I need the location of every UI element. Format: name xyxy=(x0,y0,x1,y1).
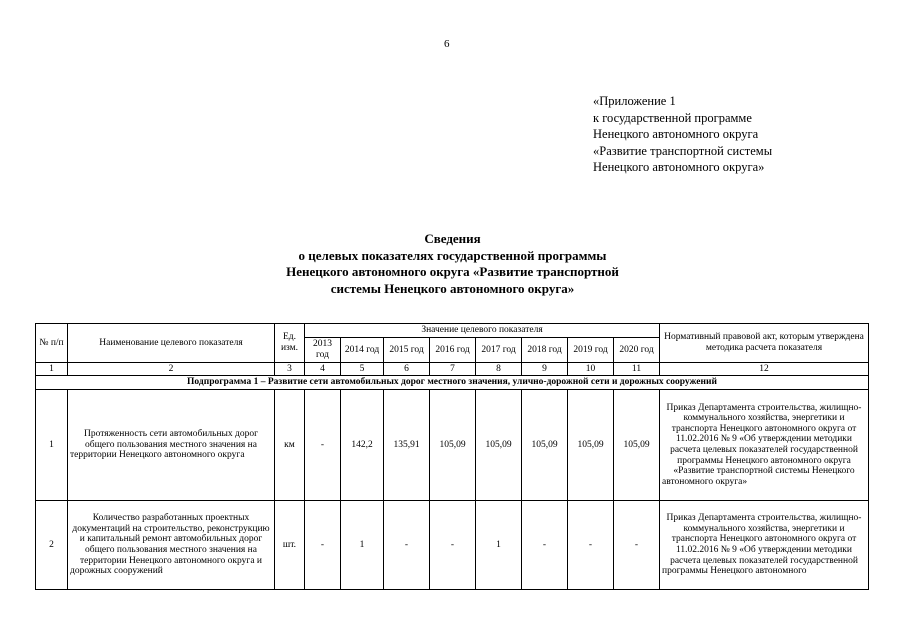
header-year: 2017 год xyxy=(476,338,522,363)
indicator-value: 105,09 xyxy=(522,390,568,501)
appendix-line: к государственной программе xyxy=(593,110,752,125)
header-year: 2016 год xyxy=(430,338,476,363)
row-num: 1 xyxy=(36,390,68,501)
appendix-line: Ненецкого автономного округа xyxy=(593,127,759,141)
appendix-line: «Развитие транспортной системы xyxy=(593,143,773,158)
column-index: 2 xyxy=(68,363,275,376)
indicator-value: 142,2 xyxy=(341,390,384,501)
indicator-value: - xyxy=(614,501,660,590)
indicator-unit: шт. xyxy=(275,501,305,590)
header-year: 2018 год xyxy=(522,338,568,363)
header-year: 2020 год xyxy=(614,338,660,363)
appendix-line: Ненецкого автономного округа» xyxy=(593,160,765,174)
column-index: 8 xyxy=(476,363,522,376)
indicator-unit: км xyxy=(275,390,305,501)
table-row xyxy=(36,390,869,501)
indicator-value: 105,09 xyxy=(614,390,660,501)
column-index: 4 xyxy=(305,363,341,376)
header-value-group: Значение целевого показателя xyxy=(305,324,660,338)
normative-act: Приказ Департамента строительства, жилищно-коммунального хозяйства, энергетики и транспорта Ненецкого автономного округа от 11.02.2016 № 9 «Об утверждении методики расчета целевых показателей государственной программы Ненецкого автономного округа «Развитие транспортной системы Ненецкого автономного округа» xyxy=(660,390,869,501)
indicator-value: 1 xyxy=(476,501,522,590)
header-year: 2015 год xyxy=(384,338,430,363)
indicator-value: - xyxy=(430,501,476,590)
appendix-note xyxy=(593,93,772,176)
title-line: Сведения xyxy=(424,231,481,246)
indicator-value: - xyxy=(522,501,568,590)
document-title xyxy=(150,231,755,297)
indicator-name: Количество разработанных проектных документаций на строительство, реконструкцию и капитальный ремонт автомобильных дорог общего пользования местного значения на территории Ненецкого автономного округа и дорожных сооружений xyxy=(68,501,275,590)
indicator-name: Протяженность сети автомобильных дорог общего пользования местного значения на территории Ненецкого автономного округа xyxy=(68,390,275,501)
indicator-value: 1 xyxy=(341,501,384,590)
column-index: 7 xyxy=(430,363,476,376)
title-line: о целевых показателях государственной программы xyxy=(298,247,607,263)
column-index: 1 xyxy=(36,363,68,376)
header-num: № п/п xyxy=(36,324,68,363)
indicator-value: 105,09 xyxy=(476,390,522,501)
title-line: Ненецкого автономного округа «Развитие транспортной xyxy=(286,264,619,279)
column-index-row xyxy=(36,363,869,376)
header-row xyxy=(36,324,869,338)
column-index: 10 xyxy=(568,363,614,376)
indicator-value: 105,09 xyxy=(430,390,476,501)
indicator-value: - xyxy=(568,501,614,590)
title-line: системы Ненецкого автономного округа» xyxy=(330,280,575,296)
header-name: Наименование целевого показателя xyxy=(68,324,275,363)
indicator-value: 105,09 xyxy=(568,390,614,501)
column-index: 11 xyxy=(614,363,660,376)
column-index: 9 xyxy=(522,363,568,376)
indicator-value: - xyxy=(384,501,430,590)
header-year: 2013 год xyxy=(305,338,341,363)
subprogram-title: Подпрограмма 1 – Развитие сети автомобильных дорог местного значения, улично-дорожной сети и дорожных сооружений xyxy=(36,376,869,390)
column-index: 12 xyxy=(660,363,869,376)
header-year: 2014 год xyxy=(341,338,384,363)
indicator-value: - xyxy=(305,501,341,590)
column-index: 6 xyxy=(384,363,430,376)
normative-act: Приказ Департамента строительства, жилищно-коммунального хозяйства, энергетики и транспорта Ненецкого автономного округа от 11.02.2016 № 9 «Об утверждении методики расчета целевых показателей государственной программы Ненецкого автономного xyxy=(660,501,869,590)
appendix-line: «Приложение 1 xyxy=(593,94,676,108)
column-index: 3 xyxy=(275,363,305,376)
page-number: 6 xyxy=(444,38,450,50)
header-act: Нормативный правовой акт, которым утверждена методика расчета показателя xyxy=(660,324,869,363)
indicator-value: - xyxy=(305,390,341,501)
indicators-table xyxy=(35,323,869,590)
header-unit: Ед. изм. xyxy=(275,324,305,363)
row-num: 2 xyxy=(36,501,68,590)
indicator-value: 135,91 xyxy=(384,390,430,501)
column-index: 5 xyxy=(341,363,384,376)
subprogram-row xyxy=(36,376,869,390)
table-row xyxy=(36,501,869,590)
header-year: 2019 год xyxy=(568,338,614,363)
